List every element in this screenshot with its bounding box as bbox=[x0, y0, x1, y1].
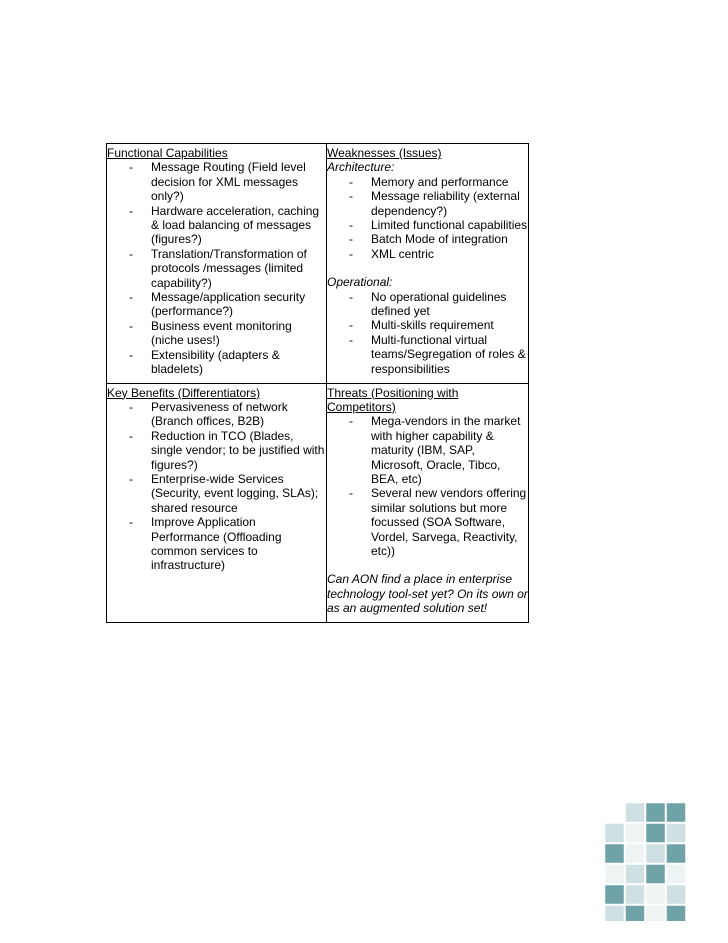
logo-mosaic-icon bbox=[605, 803, 687, 921]
opportunities-cell bbox=[107, 383, 327, 622]
list-item: - Hardware acceleration, caching & load balancing of messages (figures?) bbox=[107, 204, 326, 247]
closing-question: Can AON find a place in enterprise technology tool-set yet? On its own or as an augmented solution set! bbox=[327, 572, 528, 616]
operational-label: Operational: bbox=[327, 275, 393, 290]
weaknesses-heading: Weaknesses (Issues) bbox=[327, 146, 442, 160]
list-item: - Batch Mode of integration bbox=[327, 232, 528, 246]
mosaic-tile bbox=[626, 803, 645, 822]
list-item: - Reduction in TCO (Blades, single vendor; to be justified with figures?) bbox=[107, 429, 326, 472]
threats-cell bbox=[327, 383, 529, 622]
architecture-label: Architecture: bbox=[327, 160, 395, 175]
mosaic-tile bbox=[626, 885, 645, 904]
threats-heading: Threats (Positioning with Competitors) bbox=[327, 385, 459, 414]
list-item: - Improve Application Performance (Offloading common services to infrastructure) bbox=[107, 515, 326, 573]
operational-list bbox=[327, 290, 528, 376]
swot-row-bottom bbox=[107, 383, 529, 622]
mosaic-tile bbox=[667, 865, 686, 884]
swot-table bbox=[106, 143, 529, 623]
list-item: - Pervasiveness of network (Branch offices, B2B) bbox=[107, 400, 326, 429]
swot-row-top bbox=[107, 144, 529, 384]
mosaic-tile bbox=[646, 803, 665, 822]
mosaic-tile bbox=[646, 824, 665, 843]
mosaic-tile bbox=[605, 844, 624, 863]
list-item: - XML centric bbox=[327, 247, 528, 261]
list-item: - Memory and performance bbox=[327, 175, 528, 189]
mosaic-tile bbox=[667, 844, 686, 863]
weaknesses-cell bbox=[327, 144, 529, 384]
mosaic-tile bbox=[605, 865, 624, 884]
mosaic-tile bbox=[626, 906, 645, 922]
list-item: - Translation/Transformation of protocols /messages (limited capability?) bbox=[107, 247, 326, 290]
opportunities-list bbox=[107, 400, 326, 573]
list-item: - Mega-vendors in the market with higher capability & maturity (IBM, SAP, Microsoft, Oracle, Tibco, BEA, etc) bbox=[327, 414, 528, 486]
mosaic-tile bbox=[605, 885, 624, 904]
list-item: - Message reliability (external dependency?) bbox=[327, 189, 528, 218]
mosaic-tile bbox=[667, 885, 686, 904]
mosaic-tile bbox=[667, 803, 686, 822]
mosaic-tile bbox=[646, 885, 665, 904]
list-item: - No operational guidelines defined yet bbox=[327, 290, 528, 319]
opportunities-heading: Key Benefits (Differentiators) bbox=[107, 385, 261, 400]
list-item: - Message Routing (Field level decision for XML messages only?) bbox=[107, 160, 326, 203]
mosaic-tile bbox=[667, 824, 686, 843]
strengths-heading: Functional Capabilities bbox=[107, 146, 228, 160]
mosaic-tile bbox=[626, 824, 645, 843]
threats-list bbox=[327, 414, 528, 558]
mosaic-tile bbox=[646, 865, 665, 884]
mosaic-tile bbox=[605, 906, 624, 922]
mosaic-tile bbox=[626, 844, 645, 863]
mosaic-tile bbox=[667, 906, 686, 922]
architecture-list bbox=[327, 175, 528, 261]
list-item: - Enterprise-wide Services (Security, event logging, SLAs); shared resource bbox=[107, 472, 326, 515]
list-item: - Multi-functional virtual teams/Segregation of roles & responsibilities bbox=[327, 333, 528, 376]
mosaic-tile bbox=[626, 865, 645, 884]
spacer bbox=[327, 261, 528, 275]
list-item: - Message/application security (performance?) bbox=[107, 290, 326, 319]
list-item: - Extensibility (adapters & bladelets) bbox=[107, 348, 326, 377]
list-item: - Multi-skills requirement bbox=[327, 318, 528, 332]
mosaic-tile bbox=[605, 824, 624, 843]
mosaic-tile bbox=[646, 906, 665, 922]
strengths-list bbox=[107, 160, 326, 376]
list-item: - Several new vendors offering similar solutions but more focussed (SOA Software, Vordel, Sarvega, Reactivity, etc)) bbox=[327, 486, 528, 558]
strengths-cell bbox=[107, 144, 327, 384]
mosaic-tile bbox=[646, 844, 665, 863]
list-item: - Limited functional capabilities bbox=[327, 218, 528, 232]
list-item: - Business event monitoring (niche uses!) bbox=[107, 319, 326, 348]
